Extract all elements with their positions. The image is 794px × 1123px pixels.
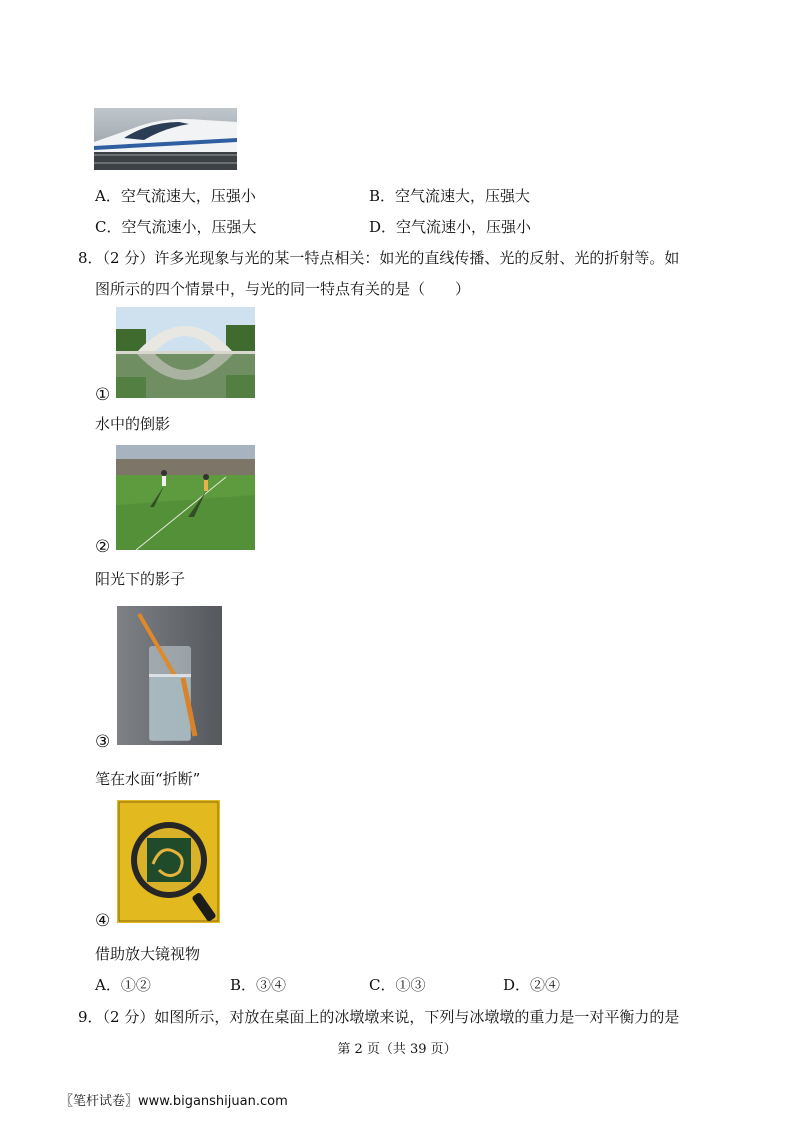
q7-option-d: D．空气流速小，压强小 (369, 218, 532, 236)
pencil-in-water-photo (117, 606, 222, 745)
q8-stem-line1: 8．（2 分）许多光现象与光的某一特点相关：如光的直线传播、光的反射、光的折射等。如 (78, 249, 680, 267)
q7-option-c: C．空气流速小，压强大 (95, 218, 257, 236)
magnifier-stamp-photo (117, 800, 220, 923)
q8-option-c: C．①③ (369, 976, 426, 994)
item-4-number: ④ (95, 911, 111, 931)
item-1-caption: 水中的倒影 (95, 415, 171, 433)
item-3-caption: 笔在水面“折断” (95, 770, 201, 788)
q8-option-d: D．②④ (503, 976, 561, 994)
sunlight-shadow-photo (116, 445, 255, 550)
q8-stem-line2: 图所示的四个情景中，与光的同一特点有关的是（ ） (95, 280, 471, 298)
bridge-reflection-photo (116, 307, 255, 398)
q7-option-b: B．空气流速大，压强大 (369, 187, 531, 205)
q8-option-b: B．③④ (230, 976, 287, 994)
item-2-caption: 阳光下的影子 (95, 570, 186, 588)
item-2-number: ② (95, 537, 111, 557)
item-4-caption: 借助放大镜视物 (95, 945, 201, 963)
q7-option-a: A．空气流速大，压强小 (95, 187, 256, 205)
q9-stem-line1: 9．（2 分）如图所示，对放在桌面上的冰墩墩来说，下列与冰墩墩的重力是一对平衡力的是 (78, 1008, 680, 1026)
page-number: 第 2 页（共 39 页） (337, 1042, 457, 1057)
brand-footer: 〖笔杆试卷〗www.biganshijuan.com (60, 1094, 288, 1109)
q8-option-a: A．①② (95, 976, 151, 994)
item-1-number: ① (95, 385, 111, 405)
item-3-number: ③ (95, 732, 111, 752)
train-photo (94, 108, 237, 170)
